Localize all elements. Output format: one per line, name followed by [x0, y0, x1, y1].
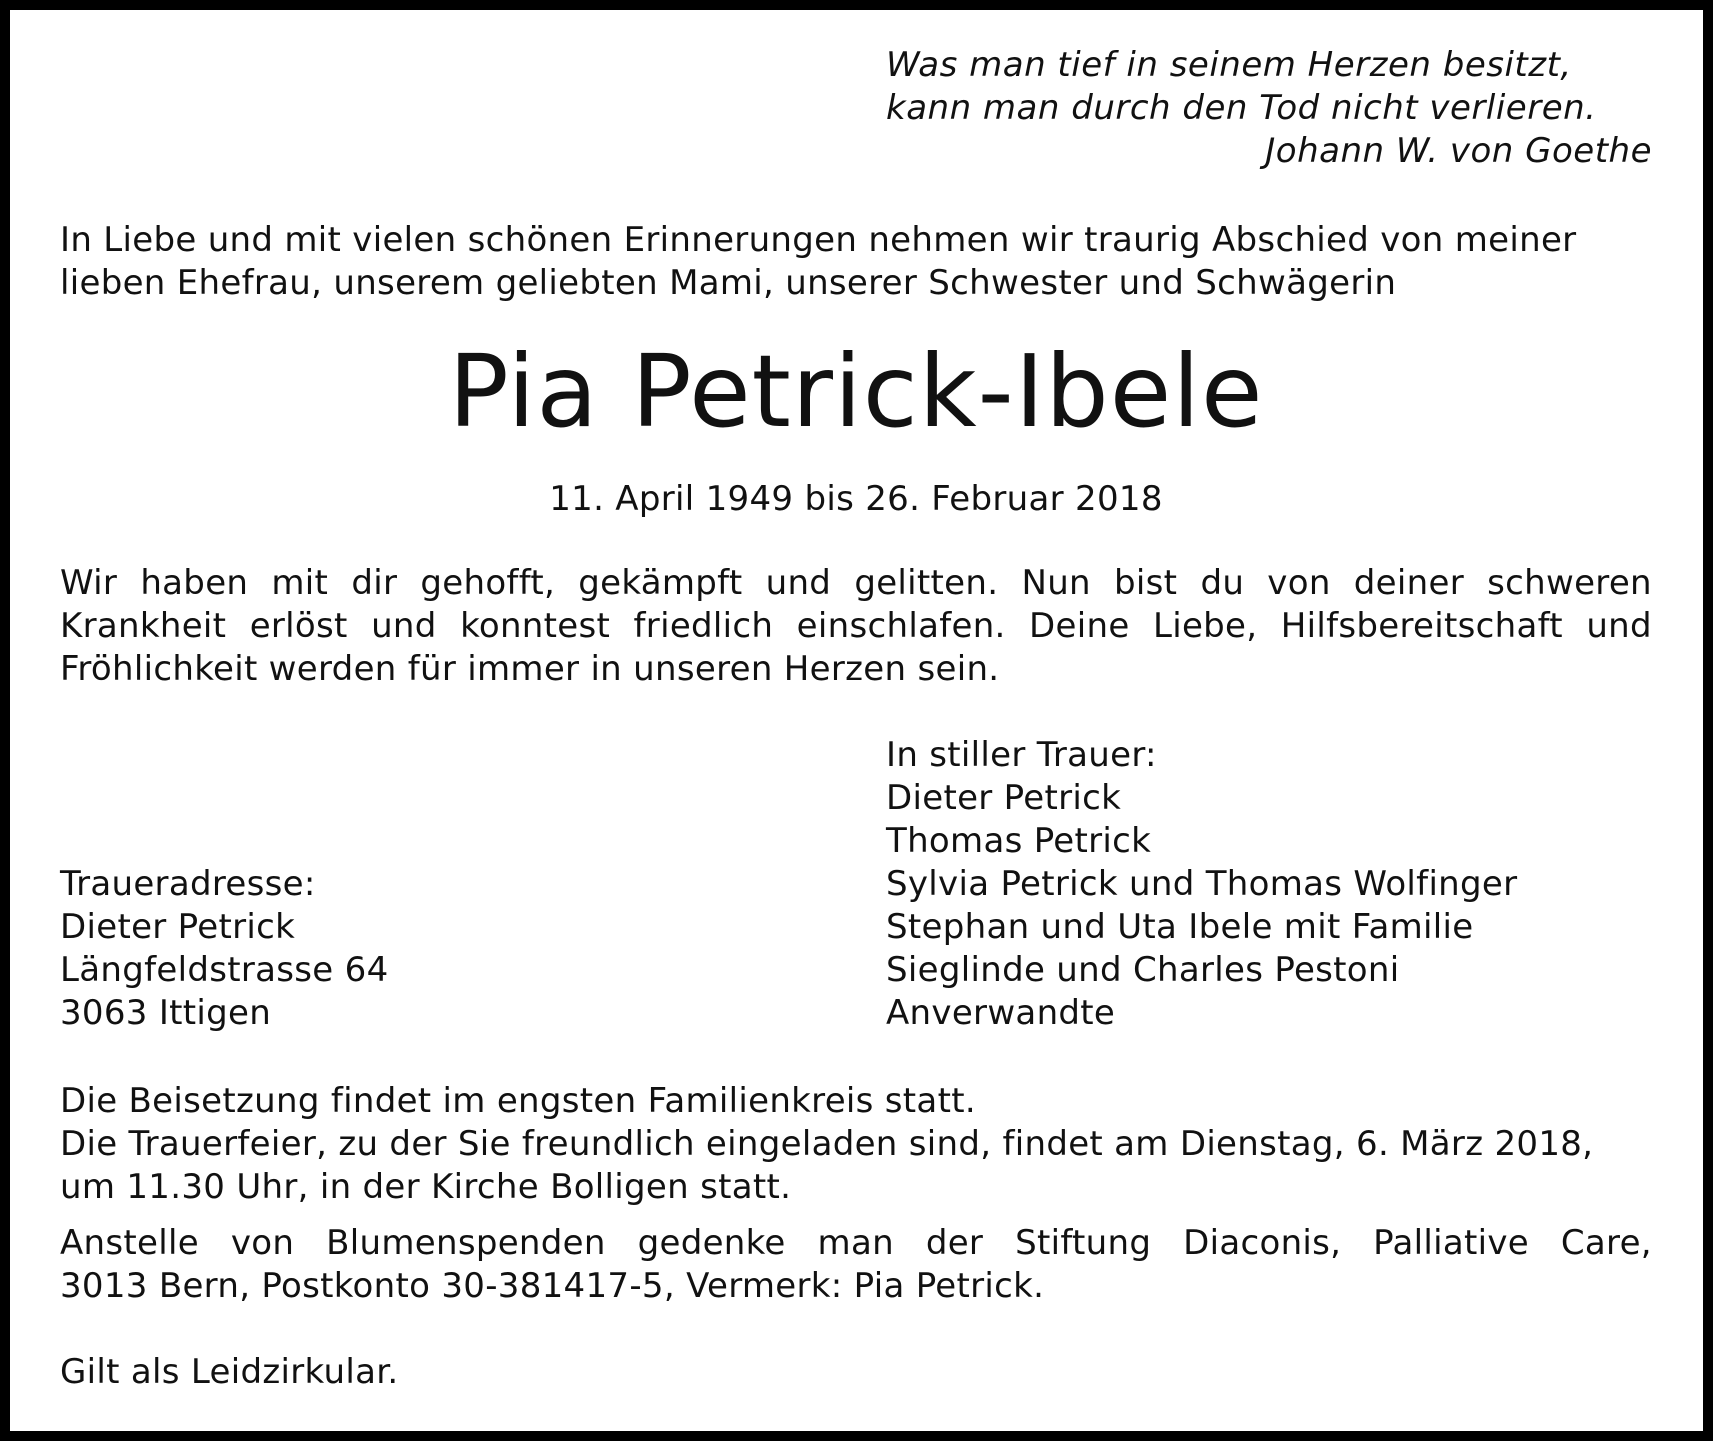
word: schweren: [1487, 563, 1652, 603]
quote-line: Was man tief in seinem Herzen besitzt,: [886, 45, 1572, 85]
word: gelitten.: [854, 563, 999, 603]
word: Wir: [60, 563, 118, 603]
word: Diaconis,: [1183, 1223, 1342, 1263]
word: dir: [351, 563, 398, 603]
word: Blumenspenden: [326, 1223, 606, 1263]
donation-line: [60, 1222, 1652, 1265]
word: man: [817, 1223, 894, 1263]
word: Hilfsbereitschaft: [1280, 606, 1563, 646]
word: haben: [140, 563, 249, 603]
mourners-list: [886, 734, 1652, 1035]
goethe-quote: [886, 44, 1652, 173]
word: der: [925, 1223, 984, 1263]
funeral-line: um 11.30 Uhr, in der Kirche Bolligen statt.: [60, 1167, 792, 1207]
message-line: [60, 605, 1652, 648]
word: von: [1267, 563, 1331, 603]
word: Stiftung: [1015, 1223, 1152, 1263]
life-dates: 11. April 1949 bis 26. Februar 2018: [549, 479, 1163, 519]
word: Deine: [1029, 606, 1130, 646]
address-city: 3063 Ittigen: [60, 993, 272, 1033]
mourner-name: Thomas Petrick: [886, 821, 1152, 861]
obituary-notice: [60, 0, 1652, 1441]
word: erlöst: [249, 606, 348, 646]
word: einschlafen.: [796, 606, 1006, 646]
donation-notice: [60, 1222, 1652, 1308]
word: du: [1200, 563, 1245, 603]
word: gedenke: [637, 1223, 786, 1263]
quote-author: Johann W. von Goethe: [1265, 131, 1652, 171]
word: und: [371, 606, 437, 646]
mourner-name: Stephan und Uta Ibele mit Familie: [886, 907, 1474, 947]
intro-line: lieben Ehefrau, unserem geliebten Mami, unserer Schwester und Schwägerin: [60, 263, 1397, 303]
address-heading: Traueradresse:: [60, 864, 316, 904]
farewell-message: [60, 562, 1652, 691]
word: und: [765, 563, 832, 603]
message-line: Fröhlichkeit werden für immer in unseren Herzen sein.: [60, 649, 1000, 689]
word: Care,: [1560, 1223, 1652, 1263]
funeral-line: Die Beisetzung findet im engsten Familienkreis statt.: [60, 1081, 976, 1121]
address-street: Längfeldstrasse 64: [60, 950, 389, 990]
word: Palliative: [1373, 1223, 1529, 1263]
word: Nun: [1021, 563, 1091, 603]
address-name: Dieter Petrick: [60, 907, 296, 947]
mourner-name: Sieglinde und Charles Pestoni: [886, 950, 1400, 990]
mourning-address: [60, 863, 760, 1035]
funeral-line: Die Trauerfeier, zu der Sie freundlich eingeladen sind, findet am Dienstag, 6. März 2018,: [60, 1124, 1594, 1164]
message-line: [60, 562, 1652, 605]
word: und: [1586, 606, 1652, 646]
word: mit: [271, 563, 329, 603]
mourner-name: Sylvia Petrick und Thomas Wolfinger: [886, 864, 1518, 904]
word: Krankheit: [60, 606, 227, 646]
word: von: [230, 1223, 295, 1263]
mourner-name: Anverwandte: [886, 993, 1116, 1033]
closing-note: Gilt als Leidzirkular.: [60, 1352, 399, 1392]
mourners-heading: In stiller Trauer:: [886, 735, 1157, 775]
mourner-name: Dieter Petrick: [886, 778, 1122, 818]
intro-line: In Liebe und mit vielen schönen Erinnerungen nehmen wir traurig Abschied von meiner: [60, 220, 1577, 260]
word: Liebe,: [1152, 606, 1258, 646]
word: deiner: [1353, 563, 1464, 603]
funeral-details: [60, 1080, 1652, 1209]
word: friedlich: [633, 606, 774, 646]
deceased-name: Pia Petrick-Ibele: [448, 333, 1264, 450]
donation-line: 3013 Bern, Postkonto 30-381417-5, Vermerk: Pia Petrick.: [60, 1266, 1045, 1306]
word: konntest: [460, 606, 611, 646]
intro-paragraph: [60, 219, 1652, 305]
word: Anstelle: [60, 1223, 199, 1263]
word: bist: [1114, 563, 1178, 603]
word: gekämpft: [578, 563, 743, 603]
word: gehofft,: [420, 563, 556, 603]
quote-line: kann man durch den Tod nicht verlieren.: [886, 88, 1597, 128]
